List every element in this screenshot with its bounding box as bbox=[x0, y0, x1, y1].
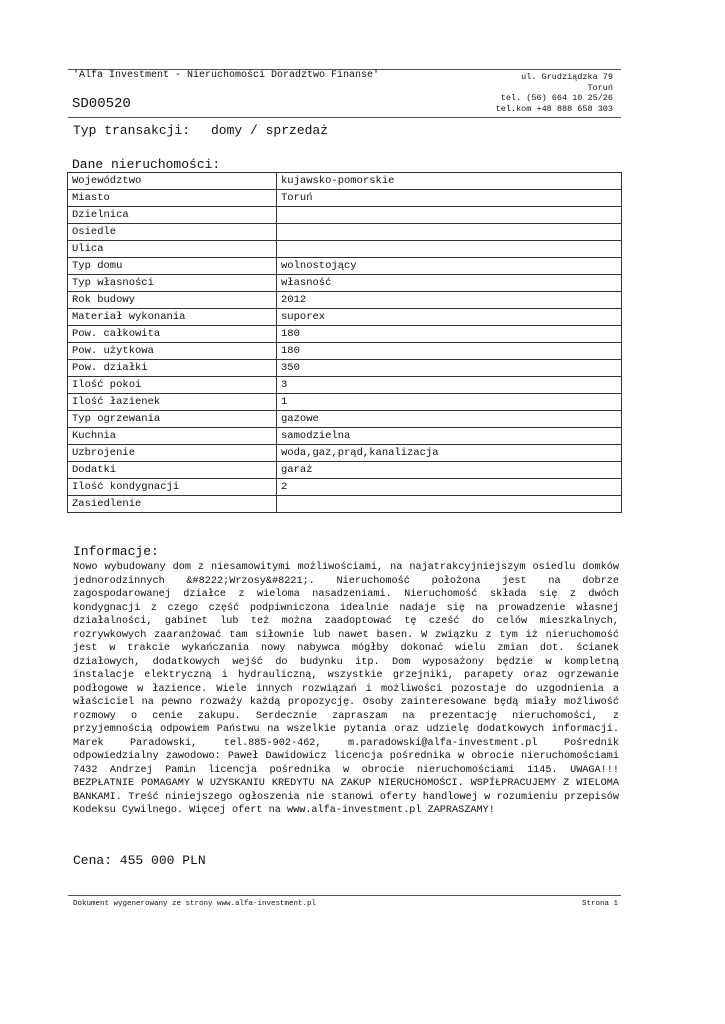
row-label: Uzbrojenie bbox=[68, 445, 277, 462]
table-row bbox=[68, 360, 622, 377]
row-value: 350 bbox=[277, 360, 622, 377]
row-value bbox=[277, 241, 622, 258]
offer-code: SD00520 bbox=[72, 96, 131, 112]
row-value: woda,gaz,prąd,kanalizacja bbox=[277, 445, 622, 462]
row-value: 3 bbox=[277, 377, 622, 394]
footer-rule bbox=[68, 895, 621, 896]
info-text: Nowo wybudowany dom z niesamowitymi możliwościami, na najatrakcyjniejszym osiedlu domków jednorodzinnych &#8222;Wrzosy&#8221;. Nieruchomość położona jest na dobrze zagospodarowanej działce z wieloma nasadzeniami. Nieruchomość składa się z dwóch kondygnacji z czego część podpiwniczona idealnie nadaje się na prowadzenie własnej działalności, gabinet lub też można zaadoptować tę cześć do celów mieszkalnych, rozrywkowych zaaranżować tam siłownie lub nawet basen. W związku z tym iż nieruchomość jest w trakcie wykańczania nowy nabywca mógłby dokonać wielu zmian dot. ścianek działowych, dodatkowych wejść do budynku itp. Dom wyposażony będzie w kompletną instalacje elektryczną i hydrauliczną, wszystkie grzejniki, parapety oraz ogrzewanie podłogowe w łazience. Wiele innych rozwiązań i możliwości pozostaje do uzgodnienia a właściciel na pewno rozważy każdą propozycję. Osoby zainteresowane będą miały możliwość rozmowy o cenie zakupu. Serdecznie zapraszam na prezentację nieruchomości, z przyjemnością odpowiem Państwu na wszelkie pytania oraz udzielę dodatkowych informacji. Marek Paradowski, tel.885-902-462, m.paradowski@alfa-investment.pl Pośrednik odpowiedzialny zawodowo: Paweł Dawidowicz licencja pośrednika w obrocie nieruchomościami 7432 Andrzej Pamin licencja pośrednika w obrocie nieruchomościami 1145. UWAGA!!! BEZPŁATNIE POMAGAMY W UZYSKANIU KREDYTU NA ZAKUP NIERUCHOMOŚCI. WSPÍŁPRACUJEMY Z WIELOMA BANKAMI. Treść niniejszego ogłoszenia nie stanowi oferty handlowej w rozumieniu przepisów Kodeksu Cywilnego. Więcej ofert na www.alfa-investment.pl ZAPRASZAMY! bbox=[73, 562, 619, 816]
row-label: Ilość łazienek bbox=[68, 394, 277, 411]
price: Cena: 455 000 PLN bbox=[73, 853, 206, 868]
table-row bbox=[68, 292, 622, 309]
row-label: Miasto bbox=[68, 190, 277, 207]
address-city: Toruń bbox=[587, 82, 613, 93]
row-value bbox=[277, 496, 622, 513]
table-row bbox=[68, 411, 622, 428]
table-row bbox=[68, 241, 622, 258]
row-value: 180 bbox=[277, 343, 622, 360]
row-value: 180 bbox=[277, 326, 622, 343]
row-label: Ulica bbox=[68, 241, 277, 258]
company-name: 'Alfa Investment - Nieruchomości Doradztwo Finanse' bbox=[73, 70, 380, 81]
row-value: garaż bbox=[277, 462, 622, 479]
table-row bbox=[68, 173, 622, 190]
row-label: Typ własności bbox=[68, 275, 277, 292]
row-label: Pow. użytkowa bbox=[68, 343, 277, 360]
table-row bbox=[68, 496, 622, 513]
table-row bbox=[68, 275, 622, 292]
table-row bbox=[68, 479, 622, 496]
row-label: Zasiedlenie bbox=[68, 496, 277, 513]
row-label: Ilość kondygnacji bbox=[68, 479, 277, 496]
table-row bbox=[68, 258, 622, 275]
row-value: suporex bbox=[277, 309, 622, 326]
phone: tel. (56) 664 10 25/26 bbox=[500, 93, 613, 103]
table-row bbox=[68, 377, 622, 394]
row-label: Pow. całkowita bbox=[68, 326, 277, 343]
row-label: Materiał wykonania bbox=[68, 309, 277, 326]
row-value bbox=[277, 224, 622, 241]
row-label: Województwo bbox=[68, 173, 277, 190]
footer-source: Dokument wygenerowany ze strony www.alfa-investment.pl bbox=[73, 900, 317, 908]
table-row bbox=[68, 445, 622, 462]
row-value: samodzielna bbox=[277, 428, 622, 445]
transaction-type bbox=[73, 123, 328, 138]
row-label: Kuchnia bbox=[68, 428, 277, 445]
address-street: ul. Grudziądzka 79 bbox=[521, 72, 613, 82]
row-value: gazowe bbox=[277, 411, 622, 428]
table-row bbox=[68, 309, 622, 326]
row-label: Typ domu bbox=[68, 258, 277, 275]
row-label: Osiedle bbox=[68, 224, 277, 241]
mobile-phone: tel.kom +48 888 658 303 bbox=[495, 103, 613, 114]
row-value: wolnostojący bbox=[277, 258, 622, 275]
contact-block bbox=[496, 72, 613, 114]
row-value: 2 bbox=[277, 479, 622, 496]
table-row bbox=[68, 394, 622, 411]
row-value: Toruń bbox=[277, 190, 622, 207]
property-heading: Dane nieruchomości: bbox=[72, 157, 221, 172]
table-row bbox=[68, 224, 622, 241]
row-value: 2012 bbox=[277, 292, 622, 309]
row-value bbox=[277, 207, 622, 224]
table-row bbox=[68, 190, 622, 207]
property-table bbox=[67, 172, 622, 513]
table-row bbox=[68, 326, 622, 343]
header-bottom-rule bbox=[68, 117, 621, 118]
table-row bbox=[68, 343, 622, 360]
row-value: własność bbox=[277, 275, 622, 292]
table-row bbox=[68, 462, 622, 479]
info-heading: Informacje: bbox=[73, 544, 159, 559]
row-label: Typ ogrzewania bbox=[68, 411, 277, 428]
row-label: Ilość pokoi bbox=[68, 377, 277, 394]
table-row bbox=[68, 207, 622, 224]
row-value: kujawsko-pomorskie bbox=[277, 173, 622, 190]
row-label: Pow. działki bbox=[68, 360, 277, 377]
transaction-value: domy / sprzedaż bbox=[211, 123, 329, 138]
transaction-label: Typ transakcji: bbox=[73, 123, 191, 138]
table-row bbox=[68, 428, 622, 445]
row-label: Rok budowy bbox=[68, 292, 277, 309]
page-number: Strona 1 bbox=[581, 900, 618, 908]
row-label: Dodatki bbox=[68, 462, 277, 479]
row-value: 1 bbox=[277, 394, 622, 411]
row-label: Dzielnica bbox=[68, 207, 277, 224]
